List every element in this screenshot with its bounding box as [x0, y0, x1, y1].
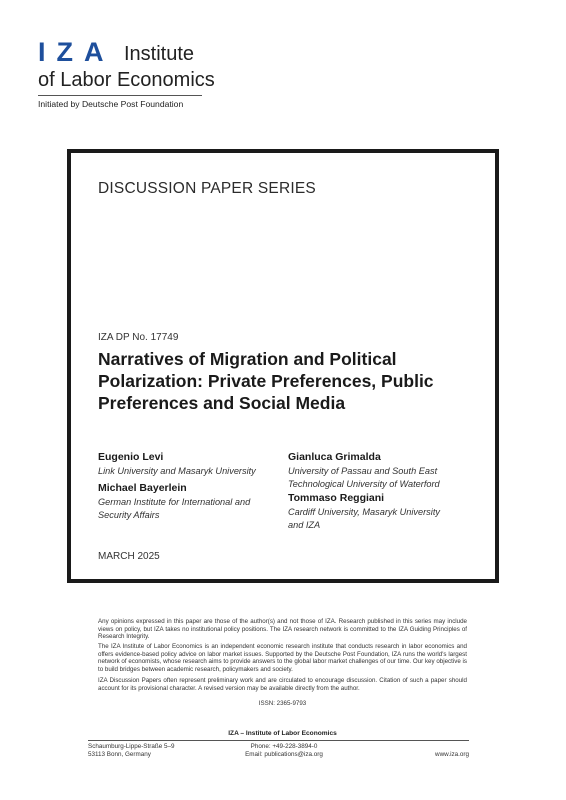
footer-email[interactable]: Email: publications@iza.org — [245, 751, 323, 758]
logo-divider — [38, 95, 202, 96]
footer-website[interactable]: www.iza.org — [435, 751, 469, 758]
issn: ISSN: 2365-9793 — [258, 700, 307, 707]
disclaimer-paragraph-1: Any opinions expressed in this paper are those of the author(s) and not those of IZA. Research published in this series may include views on policy, but IZA takes no institutional policy positions. The IZA research network is committed to the IZA Guiding Principles of Research Integrity. — [98, 618, 467, 641]
disclaimer-paragraph-2: The IZA Institute of Labor Economics is an independent economic research institute that conducts research in labor economics and offers evidence-based policy advice on labor market issues. Supported by the Deutsche Post Foundation, IZA runs the world's largest network of economists, whose research aims to provide answers to the global labor market challenges of our time. Our key objective is to build bridges between academic research, policymakers and society. — [98, 643, 467, 673]
iza-logo-letters: IZA — [38, 37, 115, 67]
paper-title: Narratives of Migration and Political Polarization: Private Preferences, Public Preferences and Social Media — [98, 349, 434, 413]
logo-tagline: Initiated by Deutsche Post Foundation — [38, 99, 184, 109]
author-name: Gianluca Grimalda — [288, 451, 381, 463]
author-affiliation: Link University and Masaryk University — [98, 466, 256, 476]
logo-institute-word: Institute — [124, 43, 195, 65]
author-block-1 — [98, 451, 273, 478]
footer-street: Schaumburg-Lippe-Straße 5–9 — [88, 743, 175, 750]
dp-number: IZA DP No. 17749 — [98, 332, 179, 343]
author-name: Eugenio Levi — [98, 451, 164, 463]
author-affiliation: Cardiff University, Masaryk University and IZA — [288, 507, 440, 530]
footer-phone: Phone: +49-228-3894-0 — [250, 743, 318, 750]
author-block-4 — [288, 492, 448, 531]
series-title: DISCUSSION PAPER SERIES — [98, 180, 316, 197]
footer-contact — [243, 743, 325, 759]
footer-address — [88, 743, 174, 759]
author-affiliation: University of Passau and South East Technological University of Waterford — [288, 466, 440, 489]
author-block-3 — [288, 451, 473, 490]
disclaimer-paragraph-3: IZA Discussion Papers often represent preliminary work and are circulated to encourage discussion. Citation of such a paper should account for its provisional character. A revised version may be available directly from the author. — [98, 677, 467, 692]
logo-second-line: of Labor Economics — [38, 69, 215, 91]
footer-divider — [88, 740, 469, 741]
author-name: Michael Bayerlein — [98, 482, 187, 494]
author-block-2 — [98, 482, 273, 521]
footer-city: 53113 Bonn, Germany — [88, 751, 151, 758]
author-affiliation: German Institute for International and Security Affairs — [98, 497, 251, 520]
footer-org: IZA – Institute of Labor Economics — [228, 730, 337, 737]
author-name: Tommaso Reggiani — [288, 492, 385, 504]
publication-date: MARCH 2025 — [98, 551, 160, 562]
